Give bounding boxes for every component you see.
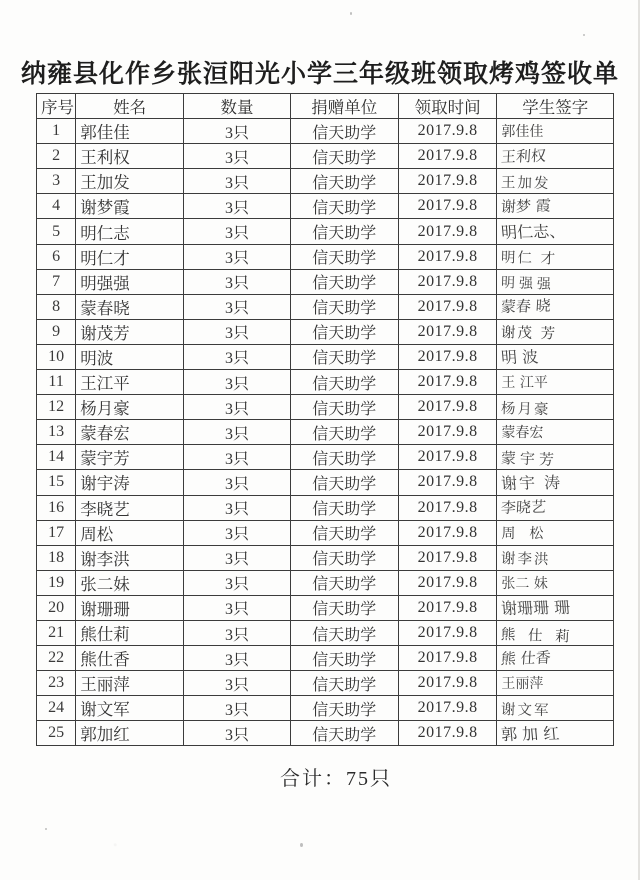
header-name: 姓名 [76,94,184,119]
donor-unit: 信天助学 [290,194,398,219]
donor-unit: 信天助学 [290,244,398,269]
student-signature [497,194,614,219]
student-signature [497,595,614,620]
quantity: 3只 [184,244,291,269]
quantity: 3只 [184,545,291,570]
student-signature [497,545,614,570]
row-serial-number: 3 [37,169,76,194]
quantity: 3只 [184,344,291,369]
row-serial-number: 8 [37,294,76,319]
quantity: 3只 [184,495,291,520]
handwritten-signature: 谢李洪 [501,551,552,569]
quantity: 3只 [184,144,291,169]
student-signature [497,119,614,144]
table-row [37,696,614,721]
row-serial-number: 2 [37,144,76,169]
table-row [37,144,614,169]
table-header [37,94,614,119]
table-row [37,119,614,144]
handwritten-signature: 王利权 [500,146,547,166]
student-signature [497,395,614,420]
student-name: 明仁才 [76,244,184,269]
handwritten-signature: 谢文军 [501,701,552,720]
donor-unit: 信天助学 [290,445,398,470]
donor-unit: 信天助学 [290,344,398,369]
row-serial-number: 15 [37,470,76,495]
donor-unit: 信天助学 [290,520,398,545]
handwritten-signature: 王 江平 [501,375,548,392]
table-row [37,319,614,344]
student-signature [497,671,614,696]
donor-unit: 信天助学 [290,595,398,620]
table-row [37,395,614,420]
student-name: 谢珊珊 [76,595,184,620]
row-serial-number: 18 [37,545,76,570]
student-name: 杨月豪 [76,395,184,420]
student-name: 谢李洪 [76,545,184,570]
student-name: 周松 [76,520,184,545]
row-serial-number: 10 [37,344,76,369]
student-name: 谢茂芳 [76,319,184,344]
row-serial-number: 7 [37,269,76,294]
student-signature [497,646,614,671]
handwritten-signature: 李晓艺 [500,497,547,518]
donor-unit: 信天助学 [290,269,398,294]
handwritten-signature: 王丽萍 [501,676,544,693]
student-name: 蒙宇芳 [76,445,184,470]
row-serial-number: 6 [37,244,76,269]
handwritten-signature: 张二 妹 [501,575,548,592]
row-serial-number: 17 [37,520,76,545]
row-serial-number: 21 [37,620,76,645]
student-name: 王加发 [76,169,184,194]
student-signature [497,169,614,194]
handwritten-signature: 蒙春宏 [501,425,544,442]
handwritten-signature: 蒙春 晓 [500,296,552,317]
receive-date: 2017.9.8 [398,696,497,721]
donor-unit: 信天助学 [290,646,398,671]
student-name: 王利权 [76,144,184,169]
receipt-table [36,93,614,746]
handwritten-signature: 谢茂 芳 [501,325,558,343]
student-name: 李晓艺 [76,495,184,520]
donor-unit: 信天助学 [290,620,398,645]
row-serial-number: 13 [37,420,76,445]
student-signature [497,319,614,344]
receive-date: 2017.9.8 [398,646,497,671]
quantity: 3只 [184,119,291,144]
receive-date: 2017.9.8 [398,169,497,194]
donor-unit: 信天助学 [290,395,398,420]
header-receive-time: 领取时间 [398,94,497,119]
receive-date: 2017.9.8 [398,420,497,445]
student-name: 明强强 [76,269,184,294]
handwritten-signature: 熊 仕 莉 [501,626,575,646]
row-serial-number: 23 [37,671,76,696]
donor-unit: 信天助学 [290,169,398,194]
table-row [37,620,614,645]
donor-unit: 信天助学 [290,696,398,721]
student-signature [497,219,614,244]
donor-unit: 信天助学 [290,570,398,595]
row-serial-number: 24 [37,696,76,721]
donor-unit: 信天助学 [290,319,398,344]
donor-unit: 信天助学 [290,370,398,395]
scan-speck [300,843,303,847]
row-serial-number: 11 [37,370,76,395]
student-name: 蒙春宏 [76,420,184,445]
quantity: 3只 [184,219,291,244]
scan-speck [583,34,585,36]
table-row [37,470,614,495]
table-row [37,344,614,369]
table-body [37,119,614,746]
quantity: 3只 [184,319,291,344]
table-row [37,545,614,570]
student-name: 蒙春晓 [76,294,184,319]
handwritten-signature: 郭 加 红 [500,723,561,744]
handwritten-signature: 蒙宇芳 [501,448,559,469]
quantity: 3只 [184,570,291,595]
student-name: 明波 [76,344,184,369]
receive-date: 2017.9.8 [398,244,497,269]
student-signature [497,370,614,395]
handwritten-signature: 王加发 [501,174,552,193]
row-serial-number: 1 [37,119,76,144]
row-serial-number: 9 [37,319,76,344]
table-row [37,269,614,294]
student-name: 熊仕香 [76,646,184,671]
table-row [37,445,614,470]
header-serial-number: 序号 [37,94,76,119]
scan-speck [350,12,352,15]
student-name: 王丽萍 [76,671,184,696]
quantity: 3只 [184,294,291,319]
handwritten-signature: 杨月豪 [501,400,552,418]
donor-unit: 信天助学 [290,545,398,570]
receive-date: 2017.9.8 [398,119,497,144]
receive-date: 2017.9.8 [398,620,497,645]
row-serial-number: 25 [37,721,76,746]
student-signature [497,294,614,319]
donor-unit: 信天助学 [290,721,398,746]
handwritten-signature: 郭佳佳 [501,124,544,141]
handwritten-signature: 熊 仕香 [500,648,552,668]
handwritten-signature: 明仁志、 [500,221,567,243]
student-name: 明仁志 [76,219,184,244]
receive-date: 2017.9.8 [398,194,497,219]
quantity: 3只 [184,169,291,194]
quantity: 3只 [184,445,291,470]
quantity: 3只 [184,520,291,545]
table-row [37,646,614,671]
receive-date: 2017.9.8 [398,319,497,344]
table-row [37,169,614,194]
quantity: 3只 [184,370,291,395]
quantity: 3只 [184,395,291,420]
row-serial-number: 16 [37,495,76,520]
handwritten-signature: 谢宇 涛 [500,472,564,493]
receive-date: 2017.9.8 [398,595,497,620]
table-row [37,595,614,620]
quantity: 3只 [184,721,291,746]
handwritten-signature: 明仁 才 [501,250,558,268]
table-row [37,721,614,746]
student-signature [497,420,614,445]
receive-date: 2017.9.8 [398,721,497,746]
quantity: 3只 [184,194,291,219]
receive-date: 2017.9.8 [398,671,497,696]
page-title: 纳雍县化作乡张洹阳光小学三年级班领取烤鸡签收单 [20,61,619,88]
student-signature [497,445,614,470]
row-serial-number: 22 [37,646,76,671]
row-serial-number: 20 [37,595,76,620]
student-name: 郭佳佳 [76,119,184,144]
scan-speck [45,828,47,830]
receive-date: 2017.9.8 [398,219,497,244]
handwritten-signature: 明强强 [501,274,556,293]
student-name: 张二妹 [76,570,184,595]
receive-date: 2017.9.8 [398,344,497,369]
table-row [37,520,614,545]
student-signature [497,696,614,721]
student-signature [497,620,614,645]
student-signature [497,470,614,495]
donor-unit: 信天助学 [290,671,398,696]
table-row [37,671,614,696]
table-row [37,370,614,395]
receive-date: 2017.9.8 [398,545,497,570]
row-serial-number: 12 [37,395,76,420]
receive-date: 2017.9.8 [398,395,497,420]
row-serial-number: 5 [37,219,76,244]
table-row [37,570,614,595]
receive-date: 2017.9.8 [398,495,497,520]
table-row [37,294,614,319]
header-row [37,94,614,119]
row-serial-number: 14 [37,445,76,470]
donor-unit: 信天助学 [290,144,398,169]
student-signature [497,344,614,369]
header-student-signature: 学生签字 [497,94,614,119]
receive-date: 2017.9.8 [398,470,497,495]
receive-date: 2017.9.8 [398,445,497,470]
row-serial-number: 4 [37,194,76,219]
quantity: 3只 [184,470,291,495]
student-signature [497,144,614,169]
table-row [37,219,614,244]
donor-unit: 信天助学 [290,219,398,244]
quantity: 3只 [184,646,291,671]
table-row [37,495,614,520]
student-signature [497,269,614,294]
donor-unit: 信天助学 [290,294,398,319]
donor-unit: 信天助学 [290,470,398,495]
student-signature [497,244,614,269]
handwritten-signature: 谢梦 霞 [500,196,552,216]
donor-unit: 信天助学 [290,420,398,445]
handwritten-signature: 周 松 [501,525,544,542]
header-donor-unit: 捐赠单位 [290,94,398,119]
quantity: 3只 [184,595,291,620]
student-signature [497,520,614,545]
quantity: 3只 [184,671,291,696]
handwritten-signature: 谢珊珊 珊 [500,598,572,619]
total-count: 合计：75只 [280,768,392,790]
receive-date: 2017.9.8 [398,570,497,595]
student-signature [497,721,614,746]
header-quantity: 数量 [184,94,291,119]
quantity: 3只 [184,269,291,294]
receive-date: 2017.9.8 [398,370,497,395]
receive-date: 2017.9.8 [398,144,497,169]
student-signature [497,495,614,520]
table-row [37,244,614,269]
student-name: 郭加红 [76,721,184,746]
student-name: 谢宇涛 [76,470,184,495]
donor-unit: 信天助学 [290,495,398,520]
student-name: 谢梦霞 [76,194,184,219]
student-name: 谢文军 [76,696,184,721]
row-serial-number: 19 [37,570,76,595]
donor-unit: 信天助学 [290,119,398,144]
student-name: 王江平 [76,370,184,395]
student-signature [497,570,614,595]
handwritten-signature: 明 波 [500,347,540,368]
receive-date: 2017.9.8 [398,520,497,545]
quantity: 3只 [184,420,291,445]
quantity: 3只 [184,620,291,645]
table-row [37,194,614,219]
student-name: 熊仕莉 [76,620,184,645]
table-row [37,420,614,445]
receive-date: 2017.9.8 [398,294,497,319]
quantity: 3只 [184,696,291,721]
receive-date: 2017.9.8 [398,269,497,294]
